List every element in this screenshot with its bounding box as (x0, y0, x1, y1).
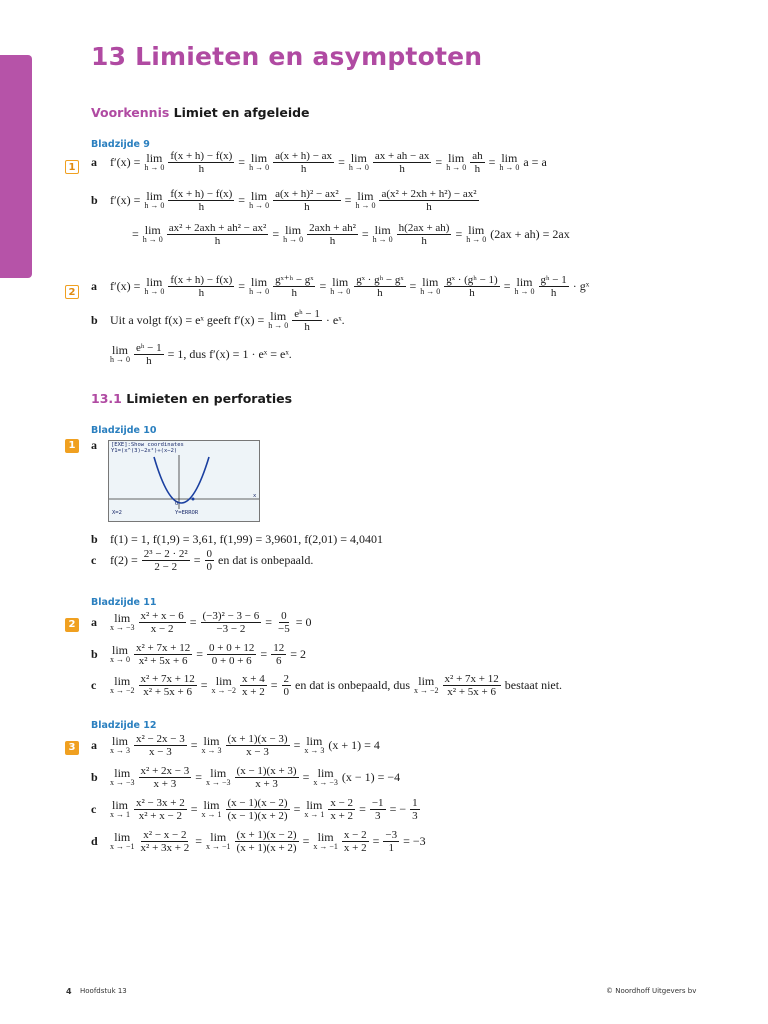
exercise-c2b: b lim x → 0 $\frac{\text{x² + 7x + 12}}{\text{x² + 5x + 6}}$ = $\frac{0 + 0 + 12}{0 + 0 + 6}$ = $\frac{12}{6}$ = 2 (91, 642, 306, 667)
footer-page-number: 4 (66, 987, 72, 996)
exercise-number: 2 (65, 618, 79, 632)
exercise-c3b: b lim x → −3 $\frac{\text{x² + 2x − 3}}{x + 3}$ = lim x → −3 $\frac{(x - 1)(x + 3)}{x + 3}$ = lim x → −3 (x − 1) = −4 (91, 765, 401, 790)
exercise-2a: a f′(x) = lim h → 0 $\frac{f(x + h) - f(x)}{h}$ = lim h → 0 $\frac{\text{gˣ⁺ʰ − gˣ}}{h}$ = lim h → 0 $\frac{\text{gˣ · gʰ − gˣ}}{h}$ = lim h → 0 $\frac{\text{gˣ · (gʰ − 1)}}{h}$ = lim h → 0 gʰ − 1 h · gˣ (91, 274, 590, 299)
calculator-plot (109, 441, 259, 521)
exercise-1b-line1: b f′(x) = lim h → 0 $\frac{f(x + h) - f(x)}{h}$ = lim h → 0 $\frac{\text{a(x + h)² − ax²}}{h}$ = lim h → 0 a(x² + 2xh + h²) − ax² h (91, 188, 477, 213)
exercise-2b-line2: lim h → 0 $\frac{\text{eʰ − 1}}{h}$ = 1, dus f′(x) = 1 · eˣ = eˣ. (110, 342, 292, 367)
exercise-c3d: d lim x → −1 $\frac{\text{x² − x − 2}}{\text{x² + 3x + 2}}$ = lim x → −1 $\frac{(x + 1)(x - 2)}{(x + 1)(x + 2)}$ = lim x → −1 $\frac{x - 2}{x + 2}$ = $\frac{-3}{1}$ = −3 (91, 829, 426, 854)
calculator-y-value: Y=ERROR (175, 510, 199, 516)
calculator-x-axis-label: x (253, 493, 257, 499)
section-heading-voorkennis: Voorkennis Limiet en afgeleide (91, 105, 310, 120)
exercise-c1a-label: a (91, 438, 97, 452)
exercise-c1c: c f(2) = $\frac{\text{2³ − 2 · 2²}}{2 - 2}$ = $\frac{0}{0}$ en dat is onbepaald. (91, 548, 314, 573)
page-ref-9: Bladzijde 9 (91, 139, 150, 150)
footer-chapter: Hoofdstuk 13 (80, 987, 127, 995)
calculator-graph-screen (108, 440, 260, 522)
page-ref-11: Bladzijde 11 (91, 597, 157, 608)
chapter-side-tab (0, 55, 32, 278)
exercise-c1b: b f(1) = 1, f(1,9) = 3,61, f(1,99) = 3,9601, f(2,01) = 4,0401 (91, 532, 384, 546)
page-ref-12: Bladzijde 12 (91, 720, 157, 731)
exercise-number: 3 (65, 741, 79, 755)
exercise-c3c: c lim x → 1 $\frac{\text{x² − 3x + 2}}{\text{x² + x − 2}}$ = lim x → 1 $\frac{(x - 1)(x - 2)}{(x - 1)(x + 2)}$ = lim x → 1 $\frac{x - 2}{x + 2}$ = $\frac{-1}{3}$ = − $\frac{1}{3}$ (91, 797, 418, 822)
calculator-x-value: X=2 (112, 510, 122, 516)
exercise-1a: a f′(x) = lim h → 0 $\frac{f(x + h) - f(x)}{h}$ = lim h → 0 $\frac{a(x + h) - ax}{h}$ = lim h → 0 $\frac{ax + ah - ax}{h}$ = lim h → 0 $\frac{ah}{h}$ = lim h → 0 a = a (91, 150, 547, 175)
page-ref-10: Bladzijde 10 (91, 425, 157, 436)
exercise-c2c: c lim x → −2 $\frac{\text{x² + 7x + 12}}{\text{x² + 5x + 6}}$ = lim x → −2 $\frac{x + 4}{x + 2}$ = $\frac{2}{0}$ en dat is onbepaald, dus lim x → −2 x² + 7x + 12 x² + 5x + 6 bestaat niet. (91, 673, 563, 698)
exercise-number: 1 (65, 439, 79, 453)
exercise-1b-line2: = lim h → 0 ax² + 2axh + ah² − ax² h = lim h → 0 2axh + ah² h = lim h → 0 $\frac{h(2ax + ah)}{h}$ = lim h → 0 (2ax + ah) = 2ax (132, 222, 570, 247)
exercise-number: 1 (65, 160, 79, 174)
section-heading-13-1: 13.1 Limieten en perforaties (91, 391, 293, 406)
exercise-2b-line1: b Uit a volgt f(x) = eˣ geeft f′(x) = lim h → 0 eʰ − 1 h · eˣ. (91, 308, 345, 333)
chapter-title: 13 Limieten en asymptoten (91, 42, 483, 71)
calculator-header: [EXE]:Show coordinates (111, 442, 184, 448)
exercise-c2a: a lim x → −3 $\frac{\text{x² + x − 6}}{x - 2}$ = $\frac{\text{(−3)² − 3 − 6}}{-3 - 2}$ = $\frac{0}{-5}$ = 0 (91, 610, 312, 635)
calculator-origin-label: O (175, 501, 179, 507)
exercise-number: 2 (65, 285, 79, 299)
footer-publisher: © Noordhoff Uitgevers bv (606, 987, 697, 995)
exercise-c3a: a lim x → 3 $\frac{\text{x² − 2x − 3}}{x - 3}$ = lim x → 3 $\frac{(x + 1)(x - 3)}{x - 3}$ = lim x → 3 (x + 1) = 4 (91, 733, 380, 758)
calculator-function: Y1=(x^(3)−2x²)÷(x−2) (111, 448, 178, 454)
